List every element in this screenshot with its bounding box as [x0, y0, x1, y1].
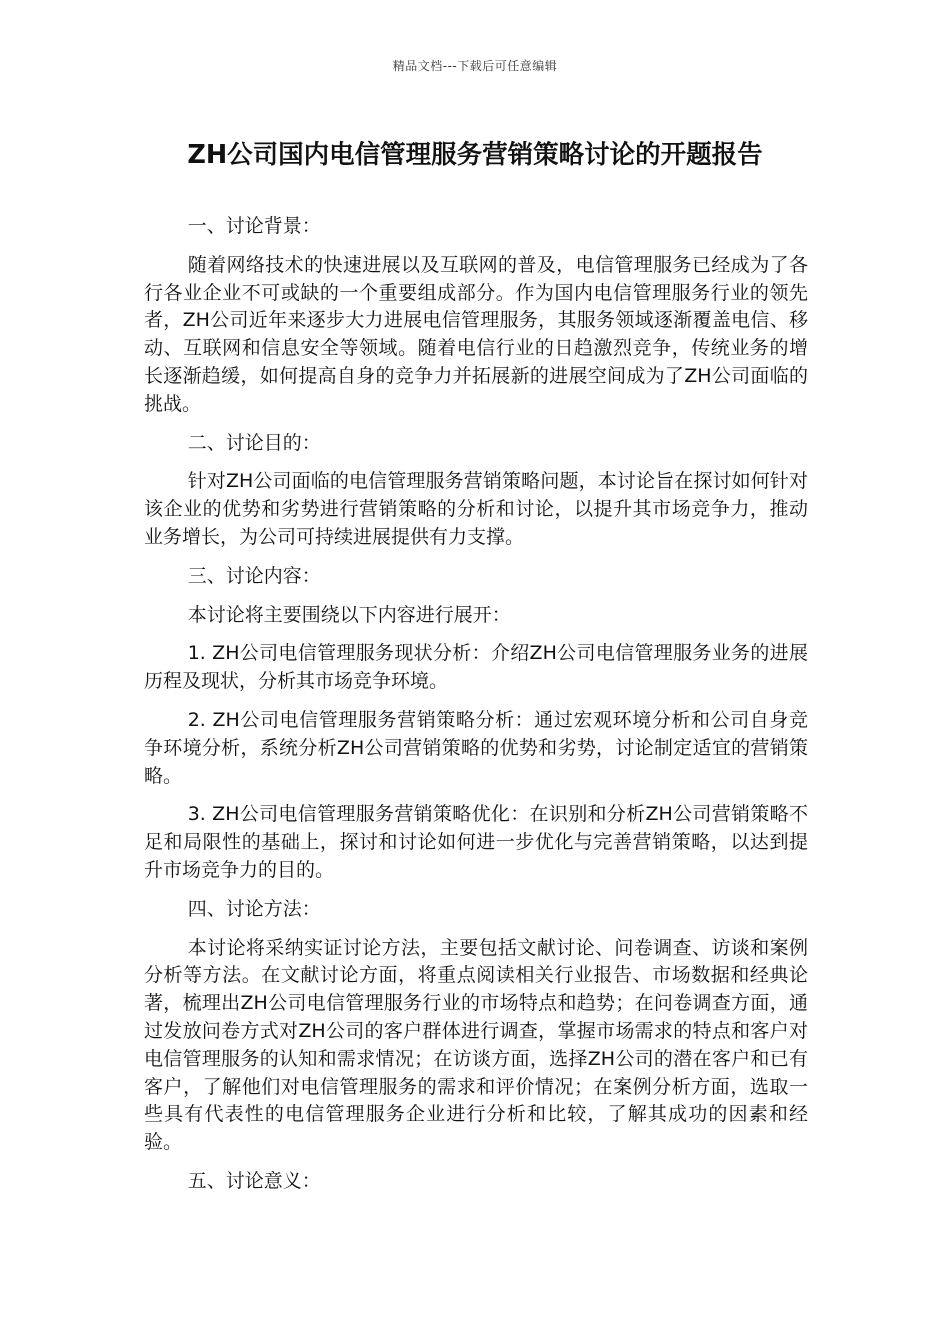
section-heading-significance: 五、讨论意义：	[187, 1169, 321, 1192]
paragraph-purpose: 针对ZH公司面临的电信管理服务营销策略问题，本讨论旨在探讨如何针对该企业的优势和劣势进行营销策略的分析和讨论，以提升其市场竞争力，推动业务增长，为公司可持续进展提供有力支撑。	[144, 470, 808, 548]
document-body	[144, 213, 808, 1207]
section-heading-purpose: 二、讨论目的：	[187, 431, 321, 454]
section-heading-content: 三、讨论内容：	[187, 564, 321, 587]
paragraph-background: 随着网络技术的快速进展以及互联网的普及，电信管理服务已经成为了各行各业企业不可或缺的一个重要组成部分。作为国内电信管理服务行业的领先者，ZH公司近年来逐步大力进展电信管理服务，其服务领域逐渐覆盖电信、移动、互联网和信息安全等领域。随着电信行业的日趋激烈竞争，传统业务的增长逐渐趋缓，如何提高自身的竞争力并拓展新的进展空间成为了ZH公司面临的挑战。	[144, 253, 808, 415]
page-header: 精品文档---下载后可任意编辑	[392, 59, 558, 73]
list-item-1: 1. ZH公司电信管理服务现状分析：介绍ZH公司电信管理服务业务的进展历程及现状，分析其市场竞争环境。	[144, 642, 808, 693]
list-item-3: 3. ZH公司电信管理服务营销策略优化：在识别和分析ZH公司营销策略不足和局限性的基础上，探讨和讨论如何进一步优化与完善营销策略，以达到提升市场竞争力的目的。	[144, 803, 808, 881]
paragraph-content-intro: 本讨论将主要围绕以下内容进行展开：	[187, 603, 511, 626]
section-heading-background: 一、讨论背景：	[187, 215, 321, 237]
document-title: ZH公司国内电信管理服务营销策略讨论的开题报告	[187, 140, 763, 170]
paragraph-method: 本讨论将采纳实证讨论方法，主要包括文献讨论、问卷调查、访谈和案例分析等方法。在文献讨论方面，将重点阅读相关行业报告、市场数据和经典论著，梳理出ZH公司电信管理服务行业的市场特点和趋势；在问卷调查方面，通过发放问卷方式对ZH公司的客户群体进行调查，掌握市场需求的特点和客户对电信管理服务的认知和需求情况；在访谈方面，选择ZH公司的潜在客户和已有客户，了解他们对电信管理服务的需求和评价情况；在案例分析方面，选取一些具有代表性的电信管理服务企业进行分析和比较，了解其成功的因素和经验。	[144, 936, 808, 1154]
list-item-2: 2. ZH公司电信管理服务营销策略分析：通过宏观环境分析和公司自身竞争环境分析，系统分析ZH公司营销策略的优势和劣势，讨论制定适宜的营销策略。	[144, 708, 808, 787]
section-heading-method: 四、讨论方法：	[187, 897, 321, 920]
